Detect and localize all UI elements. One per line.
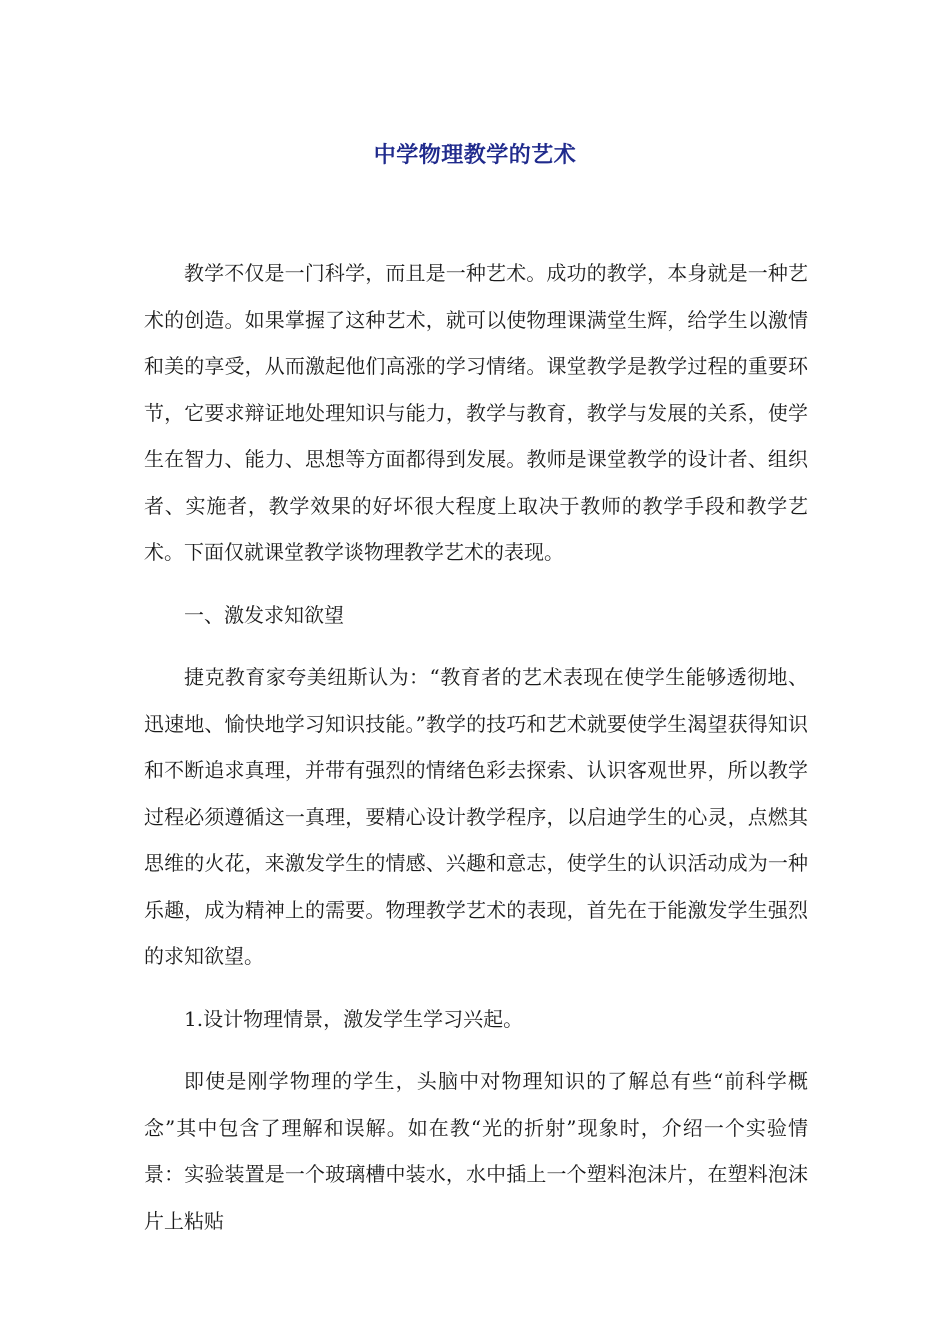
paragraph-comenius: 捷克教育家夸美纽斯认为：“教育者的艺术表现在使学生能够透彻地、迅速地、愉快地学习知识技能。”教学的技巧和艺术就要使学生渴望获得知识和不断追求真理，并带有强烈的情绪色彩去探索、认识客观世界，所以教学过程必须遵循这一真理，要精心设计教学程序，以启迪学生的心灵，点燃其思维的火花，来激发学生的情感、兴趣和意志，使学生的认识活动成为一种乐趣，成为精神上的需要。物理教学艺术的表现，首先在于能激发学生强烈的求知欲望。	[144, 665, 808, 968]
paragraph-refraction: 即使是刚学物理的学生，头脑中对物理知识的了解总有些“前科学概念”其中包含了理解和误解。如在教“光的折射”现象时，介绍一个实验情景：实验装置是一个玻璃槽中装水，水中插上一个塑料泡沫片，在塑料泡沫片上粘贴	[144, 1069, 808, 1233]
document-body	[144, 250, 808, 1260]
document-title: 中学物理教学的艺术	[373, 143, 577, 168]
paragraph-intro: 教学不仅是一门科学，而且是一种艺术。成功的教学，本身就是一种艺术的创造。如果掌握了这种艺术，就可以使物理课满堂生辉，给学生以激情和美的享受，从而激起他们高涨的学习情绪。课堂教学是教学过程的重要环节，它要求辩证地处理知识与能力，教学与教育，教学与发展的关系，使学生在智力、能力、思想等方面都得到发展。教师是课堂教学的设计者、组织者、实施者，教学效果的好坏很大程度上取决于教师的教学手段和教学艺术。下面仅就课堂教学谈物理教学艺术的表现。	[144, 261, 808, 564]
section-heading-1: 一、激发求知欲望	[184, 602, 344, 627]
subsection-heading-1: 1.设计物理情景，激发学生学习兴起。	[184, 1006, 524, 1031]
